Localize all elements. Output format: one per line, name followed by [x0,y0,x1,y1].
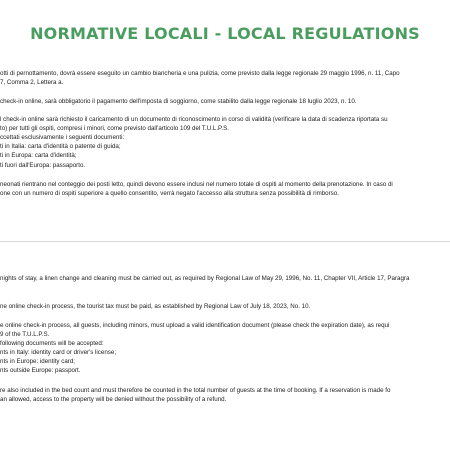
italian-line-9: ti fuori dall'Europa: passaporto. [0,162,86,169]
english-line-1: nights of stay, a linen change and cleaning must be carried out, as required by Regional Law of May 29, 1996, No. 11, Chapter VII, Article 17, Paragra [0,275,410,282]
english-line-9: re also included in the bed count and must therefore be counted in the total number of guests at the time of booking. If a reservation is made fo [0,387,391,394]
english-line-10: an allowed, access to the property will be denied without the possibility of a refund. [0,396,227,403]
english-line-8: nts outside Europe: passport. [0,367,81,374]
italian-line-7: ti in Italia: carta d'identità o patente di guida; [0,143,121,150]
italian-line-10: neonati rientrano nel conteggio dei posti letto, quindi devono essere inclusi nel numero totale di ospiti al momento della prenotazione. In caso di [0,181,393,188]
english-line-5: following documents will be accepted: [0,340,104,347]
italian-line-8: ti in Europa: carta d'identità; [0,152,77,159]
english-line-2: ne online check-in process, the tourist tax must be paid, as established by Regional Law of July 18, 2023, No. 10. [0,303,311,310]
italian-line-11: one con un numero di ospiti superiore a quello consentito, verrà negato l'accesso alla struttura senza possibilità di rimborso. [0,190,339,197]
italian-line-3: check-in online, sarà obbligatorio il pagamento dell'imposta di soggiorno, come stabilito dalla legge regionale 18 luglio 2023, n. 10. [0,98,357,105]
english-line-7: nts in Europe: identity card; [0,358,75,365]
english-regulations-section [0,242,450,450]
italian-line-5: to) per tutti gli ospiti, compresi i minori, come previsto dall'articolo 109 del T.U.L.P.S. [0,125,229,132]
english-line-3: e online check-in process, all guests, including minors, must upload a valid identification document (please check the expiration date), as requi [0,322,390,329]
english-line-6: nts in Italy: identity card or driver's license; [0,349,117,356]
italian-line-6: ccettati esclusivamente i seguenti documenti: [0,134,125,141]
page-title: NORMATIVE LOCALI - LOCAL REGULATIONS [30,24,420,43]
italian-line-2: 7, Comma 2, Lettera a. [0,79,64,86]
italian-line-4: l check-in online sarà richiesto il caricamento di un documento di riconoscimento in corso di validità (verificare la data di scadenza riportata su [0,116,388,123]
italian-line-1: otti di pernottamento, dovrà essere eseguito un cambio biancheria e una pulizia, come previsto dalla legge regionale 29 maggio 1996, n. 11, Capo [0,70,400,77]
english-line-4: 9 of the T.U.L.P.S. [0,331,50,338]
